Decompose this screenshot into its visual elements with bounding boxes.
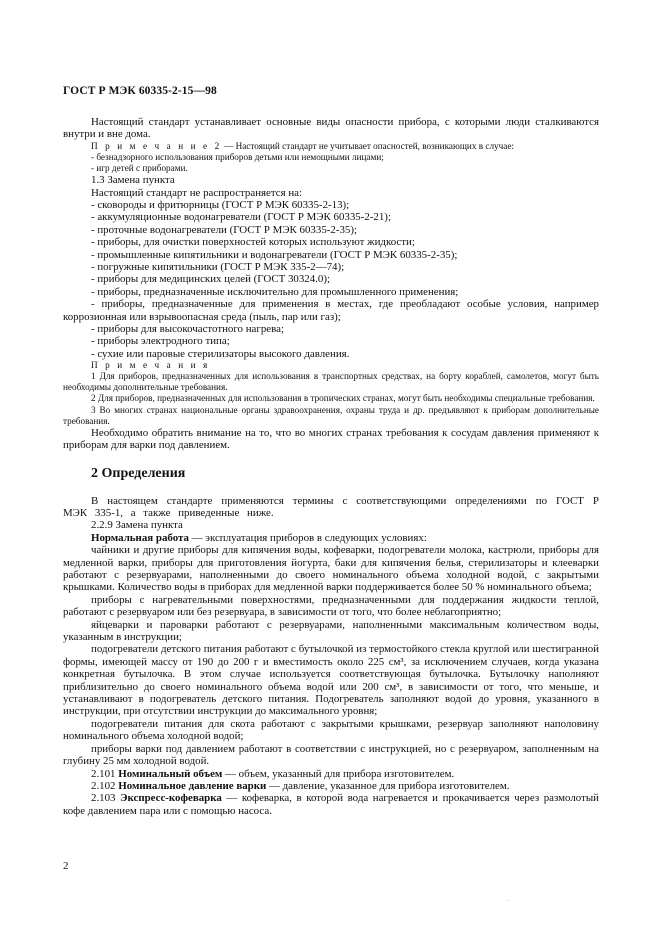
condition-paragraph: подогреватели детского питания работают с бутылочкой из термостойкого стекла круглой или шестигранной формы, имеющей массу от 190 до 200 г и вместимость около 225 см³, за исключением случаев, когда указана конкретная бутылочка. В этом случае используется соответствующая бутылочка. Бутылочку наполняют приблизительно до своего номинального объема водой или 200 см³, в зависимости от того, что меньше, и устанавливают в подогреватель детского питания. Подогреватель заполняют водой до уровня, указанного в инструкции, при отсутствии инструкции до максимального уровня;: [63, 643, 599, 718]
definition-2-103: [63, 792, 599, 817]
notes-heading: П р и м е ч а н и я: [91, 360, 210, 371]
exclusion-item: - погружные кипятильники (ГОСТ Р МЭК 335-2—74);: [91, 260, 345, 273]
condition-paragraph: яйцеварки и пароварки работают с резервуарами, наполненными максимальным количеством воды, указанным в инструкции;: [63, 618, 599, 644]
scope-intro: Настоящий стандарт устанавливает основные виды опасности прибора, с которыми люди сталкиваются внутри и вне дома.: [63, 116, 599, 141]
exclusion-item: - сковороды и фритюрницы (ГОСТ Р МЭК 60335-2-13);: [91, 198, 350, 211]
exclusion-item: - приборы, предназначенные исключительно для промышленного применения;: [91, 285, 459, 298]
exclusion-item: - приборы, для очистки поверхностей которых используют жидкости;: [91, 236, 415, 249]
page-number: 2: [63, 860, 69, 872]
note-item: 3 Во многих странах национальные органы здравоохранения, охраны труда и др. предъявляют к приборам дополнительные требования.: [63, 404, 599, 426]
definition-term: Экспресс-кофеварка: [120, 792, 222, 805]
definition-text: — давление, указанное для прибора изготовителем.: [266, 779, 510, 792]
note-2-text: — Настоящий стандарт не учитывает опасностей, возникающих в случае:: [221, 140, 514, 151]
exclusion-item: - промышленные кипятильники и водонагреватели (ГОСТ Р МЭК 60335-2-35);: [91, 248, 458, 261]
condition-paragraph: чайники и другие приборы для кипячения воды, кофеварки, подогреватели молока, кастрюли, приборы для медленной варки, приборы для приготовления йогурта, баки для кипячения белья, стерилизаторы и клееварки работают с резервуарами, наполненными до своего номинального объема холодной водой, с закрытыми крышками. Количество воды в приборах для медленной варки поддерживается более 50 % номинального объема;: [63, 544, 599, 594]
term-normal-operation: Нормальная работа: [91, 531, 189, 544]
note-2-item: - безнадзорного использования приборов детьми или немощными лицами;: [91, 151, 384, 162]
definition-2-101: [63, 768, 599, 780]
note-item: 1 Для приборов, предназначенных для использования в транспортных средствах, на борту кораблей, самолетов, могут быть необходимы дополнительные требования.: [63, 371, 599, 393]
exclusion-item: - проточные водонагреватели (ГОСТ Р МЭК 60335-2-35);: [91, 223, 358, 236]
definition-text: — эксплуатация приборов в следующих условиях:: [188, 531, 427, 544]
normal-operation-definition: [63, 532, 599, 544]
definition-text: — объем, указанный для прибора изготовителем.: [222, 767, 455, 780]
condition-paragraph: приборы варки под давлением работают в соответствии с инструкцией, но с резервуаром, заполненным на глубину 25 мм холодной водой.: [63, 742, 599, 768]
exclusion-item: - приборы для медицинских целей (ГОСТ 30324.0);: [91, 273, 331, 286]
note-2-item: - игр детей с приборами.: [91, 163, 188, 173]
definition-term: Номинальный объем: [118, 767, 223, 780]
pressure-vessel-note: Необходимо обратить внимание на то, что во многих странах требования к сосудам давления применяют к приборам для варки под давлением.: [63, 426, 599, 452]
page-content: [63, 116, 599, 817]
definitions-intro: В настоящем стандарте применяются термины с соответствующими определениями по ГОСТ Р МЭК 335-1, а также приведенные ниже.: [63, 494, 599, 519]
section-title: 2 Определения: [91, 465, 186, 481]
exclusion-item: - приборы, предназначенные для применения в местах, где преобладают особые условия, например коррозионная или взрывоопасная среда (пыль, пар или газ);: [63, 298, 599, 323]
definition-2-102: [63, 780, 599, 792]
clause-1-3: 1.3 Замена пункта: [91, 174, 175, 187]
condition-paragraph: приборы с нагревательными поверхностями, предназначенными для поддержания жидкости теплой, работают с резервуаром или без резервуара, в зависимости от того, что более неблагоприятно;: [63, 593, 599, 619]
note-2-label: П р и м е ч а н и е 2: [91, 140, 222, 151]
note-2: [63, 141, 599, 152]
definition-number: 2.102: [91, 779, 119, 792]
definition-text: — кофеварка, в которой вода нагревается и прокачивается через размолотый кофе давлением пара или с помощью насоса.: [63, 792, 599, 817]
exclusion-item: - аккумуляционные водонагреватели (ГОСТ Р МЭК 60335-2-21);: [91, 211, 391, 224]
exclusion-item: - приборы для высокочастотного нагрева;: [91, 322, 284, 335]
definition-term: Номинальное давление варки: [118, 779, 267, 792]
definition-number: 2.101: [91, 767, 119, 780]
exclusion-item: - сухие или паровые стерилизаторы высокого давления.: [91, 347, 350, 360]
scan-mark: .: [507, 897, 509, 903]
not-apply-intro: Настоящий стандарт не распространяется на:: [91, 186, 303, 199]
document-header: ГОСТ Р МЭК 60335-2-15—98: [63, 85, 217, 97]
clause-2-2-9: 2.2.9 Замена пункта: [91, 519, 183, 532]
condition-paragraph: подогреватели питания для скота работают с закрытыми крышками, резервуар заполняют наполовину номинального объема холодной водой;: [63, 717, 599, 743]
exclusion-item: - приборы электродного типа;: [91, 335, 230, 348]
definition-number: 2.103: [91, 792, 121, 805]
note-item: 2 Для приборов, предназначенных для использования в тропических странах, могут быть необходимы специальные требования.: [91, 393, 595, 404]
